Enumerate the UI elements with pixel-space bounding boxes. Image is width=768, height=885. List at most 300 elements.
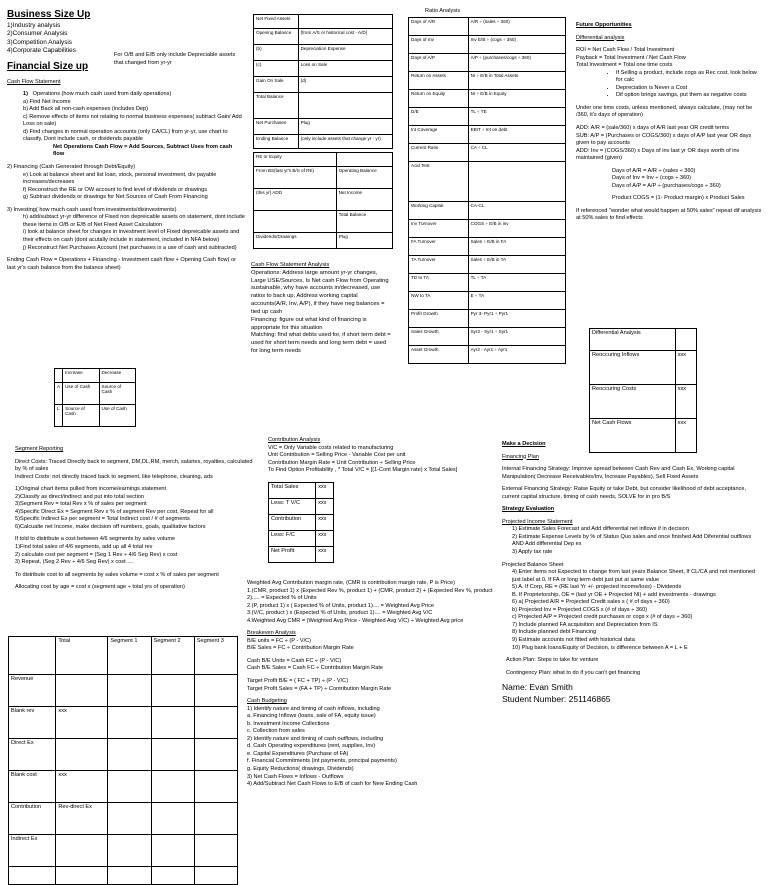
depreciable-assets-note: For O/B and E/B only include Depreciable assets that changed from yr-yr — [114, 52, 236, 66]
ratio-row — [409, 126, 566, 144]
weighted-step: Weighted Avg Contribution margin rate, (CMR is contribution margin rate, P is Price) — [247, 580, 455, 586]
contribution-cell: xxx — [316, 499, 334, 515]
segment-report-cell: Direct Ex — [9, 739, 56, 771]
ratio-cell: A/P ÷ (purchases/cogs ÷ 360) — [468, 54, 565, 72]
segment-reporting-section — [15, 446, 255, 592]
contribution-table — [268, 482, 334, 563]
cost-note: • Depreciation is Never a Cost — [616, 85, 762, 93]
days-formula: Days of A/P = A/P ÷ (purchases/cogs ÷ 360) — [612, 182, 721, 189]
differential-cell: Differential Analysis — [590, 329, 676, 351]
projected-income-steps — [502, 526, 762, 556]
ratio-row — [409, 202, 566, 220]
net-operations-formula: Net Operations Cash Flow = Add Sources, Subtract Uses from cash flow — [53, 143, 233, 158]
ratio-row — [409, 36, 566, 54]
net-fixed-assets-cell: Net Purchases — [254, 119, 299, 135]
ratio-row — [409, 108, 566, 126]
segment-report-table — [8, 636, 238, 885]
cost-note: • Dif option brings savings, put them as negative costs — [616, 92, 762, 100]
ratio-cell: Return on Equity — [409, 90, 469, 108]
cost-split-step: 3) Repeat, (Seg 2 Rev ÷ 4/6 Seg Rev) x cost .... — [15, 559, 134, 566]
business-size-up-section — [7, 8, 245, 272]
financing-analysis: Financing: figure out what kind of financing is appropriate for this situation — [251, 316, 367, 331]
action-plan: Action Plan: Steps to take for venture — [506, 657, 599, 664]
differential-cell: Net Cash Flows — [590, 419, 676, 453]
segment-report-cell — [151, 739, 194, 771]
contingency-plan: Contingency Plan: what to do if you can't get financing — [506, 669, 641, 676]
projected-income-step: 2) Estimate Expense Levels by % of Status Quo sales and once finished Add Diferential outflows AND Add differential Dep ex — [512, 533, 752, 548]
ratio-row — [409, 18, 566, 36]
cash-budgeting-step: b. Investment Income Collections — [247, 720, 330, 727]
working-capital-line: ADD: Inv = (COGS/360) x Days of inv last yr OR days worth of inv maintained (given) — [576, 147, 740, 162]
ratio-cell: NI ÷ E/B in Equity — [468, 90, 565, 108]
retained-earnings-cell: From BS(last yr's B/S of RE) — [254, 167, 337, 189]
size-up-list-item: 1)Industry analysis — [7, 21, 61, 29]
ratio-cell: Inv Turnover — [409, 220, 469, 238]
ratio-cell: Sales ÷ E/B in FA — [468, 238, 565, 256]
cash-budgeting-steps — [247, 706, 502, 789]
segment-report-cell — [194, 675, 237, 707]
contribution-cell: xxx — [316, 515, 334, 531]
net-fixed-assets-cell: Gain On Sale — [254, 77, 299, 93]
working-capital-line: ADD: A/R = (sale/360) x days of A/R last year OR credit terms — [576, 125, 730, 132]
strategy-evaluation-heading: Strategy Evaluation — [502, 506, 555, 513]
roi-formula: ROI = Net Cash Flow / Total Investment — [576, 47, 675, 54]
segment-report-cell: Segment 2 — [151, 637, 194, 675]
source-use-cell: Use of Cash — [99, 405, 135, 427]
segment-report-cell — [108, 707, 151, 739]
days-formula: Days of Inv = Inv ÷ (cogs ÷ 360) — [612, 175, 692, 182]
segment-report-cell — [151, 803, 194, 835]
operations-heading: 1) Operations (how much cash used from daily operations) — [23, 91, 172, 98]
projected-income-step: 1) Estimate Sales Forecast and Add differential net inflows if in decision — [512, 526, 689, 533]
contribution-row — [269, 483, 334, 499]
segment-report-cell: Segment 1 — [108, 637, 151, 675]
internal-financing-strategy: Internal Financing Strategy: Improve spread between Cash Rev and Cash Ex, Working capital Manipulation( Decrease Receivables/Inv, Increase Payables), Sell Fixed Assets — [502, 466, 735, 480]
breakeven-formula: Target Profit Sales = (FA + TP) ÷ Contribution Margin Rate — [247, 685, 392, 692]
ratio-cell: Sales Growth — [409, 328, 469, 346]
size-up-list-item: 4)Corporate Capabilities — [7, 47, 76, 55]
cash-budgeting-step: g. Equity Reductions( drawings, Dividends) — [247, 766, 354, 773]
segment-report-cell — [108, 835, 151, 867]
segment-report-row — [9, 771, 238, 803]
source-use-cell: Source of Cash — [63, 405, 99, 427]
ratio-row — [409, 90, 566, 108]
financing-steps — [7, 172, 245, 202]
segment-report-cell — [151, 707, 194, 739]
allocate-by-age-rule: Allocating cost by age = cost x (segment age ÷ total yrs of operation) — [15, 584, 185, 591]
differential-analysis-table — [589, 328, 697, 453]
cost-split-steps — [15, 536, 255, 566]
retained-earnings-cell — [254, 211, 337, 233]
weighted-average-steps — [247, 580, 502, 625]
working-capital-line: SUB: A/P = (Purchases or COGS/360) x days of A/P last year OR days given to pay accounts — [576, 132, 752, 147]
net-fixed-assets-cell: Depreciation Expense — [298, 45, 392, 61]
retained-earnings-row — [254, 211, 393, 233]
student-number: Student Number: 251146865 — [502, 693, 611, 704]
fifty-percent-note: If referenced "wonder what would happen at 50% sales" repeat dif analysis at 50% sales to find effects — [576, 207, 762, 222]
net-fixed-assets-cell: Ending Balance — [254, 135, 299, 149]
days-formula: Days of A/R = A/R ÷ (sales ÷ 360) — [612, 167, 696, 174]
source-use-cell: Use of Cash — [63, 383, 99, 405]
source-use-cell: Source of Cash — [99, 383, 135, 405]
contribution-cell: xxx — [316, 483, 334, 499]
external-financing-strategy: External Financing Strategy: Raise Equity or take Debt, but consider likelihood of debt acceptance, current capital structure, timing of cash needs, SOLVE for in pro B/S — [502, 486, 747, 500]
ratio-row — [409, 72, 566, 90]
differential-row — [590, 329, 697, 351]
retained-earnings-cell: Dividends/Drawings — [254, 233, 337, 249]
net-fixed-assets-row — [254, 45, 393, 61]
net-fixed-assets-cell: (d) — [298, 77, 392, 93]
segment-step: 1)Original chart items pulled from income/earnings statement — [15, 486, 167, 493]
ratio-cell: Syr2 - Syr1 ÷ Syr1 — [468, 328, 565, 346]
segment-report-row — [9, 675, 238, 707]
retained-earnings-cell: RE or Equity — [254, 153, 337, 167]
breakeven-formula: Cash B/E Units = Cash FC ÷ (P - V/C) — [247, 657, 342, 664]
contribution-formula: To Find Option Profitability , * Total V/C = [(1-Cont Margin rate) x Total Sales] — [268, 467, 458, 474]
contribution-row — [269, 499, 334, 515]
segment-report-cell — [56, 675, 108, 707]
product-cogs-formula: Product COGS = (1- Product margin) x Product Sales — [612, 195, 745, 202]
segment-report-cell — [56, 835, 108, 867]
differential-row — [590, 385, 697, 419]
investing-heading: 3) Investing( how much cash used from investments/disinvestments) — [7, 206, 177, 213]
segment-report-cell — [9, 867, 56, 885]
matching-analysis: Matching: find what debts used for, if short term debt = used for short term needs and long term debt = used for long term needs — [251, 332, 391, 354]
differential-row — [590, 351, 697, 385]
cash-budgeting-step: 4) Add/Subtract Net Cash Flows to E/B of cash for New Ending Cash — [247, 781, 418, 788]
source-use-row — [55, 405, 136, 427]
breakeven-and-budget-section — [247, 580, 502, 789]
days-formulas — [576, 168, 762, 191]
indirect-costs-definition: Indirect Costs: not directly traced back to segment, like telephone, cleaning, ads — [15, 473, 213, 480]
cost-notes — [576, 70, 762, 100]
ratio-cell: Return on Assets — [409, 72, 469, 90]
segment-report-cell: Indirect Ex — [9, 835, 56, 867]
segment-report-cell — [108, 771, 151, 803]
contribution-formula: V/C = Only Variable costs related to manufacturing — [268, 444, 394, 451]
breakeven-formula: B/E units = FC ÷ (P - V/C) — [247, 637, 312, 644]
segment-report-cell — [194, 867, 237, 885]
segment-report-cell — [151, 835, 194, 867]
contribution-cell: Contribution — [269, 515, 316, 531]
operations-step: b) Add Back all non-cash expenses (includes Dep) — [23, 106, 148, 113]
ratio-row — [409, 346, 566, 364]
ratio-cell: Days of Inv — [409, 36, 469, 54]
ratio-cell: Pyr 3- Pyr1 ÷ Pyr1 — [468, 310, 565, 328]
cash-budgeting-step: f. Financial Commitments (int payments, principal payments) — [247, 758, 397, 765]
operations-step: d) Find changes in normal operation accounts (only CA/CL) from yr-yr, use chart to classify, Dont include cash, or dividends payable — [23, 128, 228, 143]
segment-report-row — [9, 707, 238, 739]
distribute-cost-rule: To distribute cost to all segments by sales volume = cost x % of sales per segment — [15, 571, 219, 578]
segment-report-cell — [9, 637, 56, 675]
ratio-cell — [468, 162, 565, 202]
contribution-cell: Total Sales — [269, 483, 316, 499]
net-fixed-assets-row — [254, 15, 393, 29]
ratio-row — [409, 274, 566, 292]
cash-flow-analysis-title: Cash Flow Statement Analysis — [251, 262, 330, 268]
source-use-row — [55, 383, 136, 405]
working-capital-adjustments — [576, 125, 762, 163]
weighted-step: 1.(CMR, product 1) x (Expected Rev %, product 1) + (CMR, product 2) + (Expected Rev %, product 2)..... = Expected % of Units — [247, 587, 493, 602]
financing-step: g) Subtract dividends or drawings for Net Sources of Cash From Financing — [23, 194, 208, 201]
ratio-cell: Acid Test — [409, 162, 469, 202]
cash-flow-analysis-section — [251, 262, 391, 356]
ratio-cell: Working Capital — [409, 202, 469, 220]
weighted-step: 2.(P, product 1) x ( Expected % of Units, product 1).... = Weighted Avg Price — [247, 602, 435, 609]
differential-cell: Reoccuring Costs — [590, 385, 676, 419]
retained-earnings-cell: Plug — [336, 233, 392, 249]
net-fixed-assets-cell: (only include assets that change yr - yr) — [298, 135, 392, 149]
contribution-row — [269, 515, 334, 531]
segment-report-cell — [194, 803, 237, 835]
ratio-cell: Current Ratio — [409, 144, 469, 162]
financing-heading: 2) Financing (Cash Generated through Debt/Equity) — [7, 164, 136, 171]
projected-balance-step: c) Projected A/P = Projected credit purchases or cogs x (# of days ÷ 360) — [512, 614, 693, 621]
ratio-cell: NW to TA — [409, 292, 469, 310]
segment-step: 6)Calcualte net Income, make decision off numbers, goals, qualitative factors — [15, 523, 206, 530]
retained-earnings-row — [254, 153, 393, 167]
ratio-cell: Profit Growth — [409, 310, 469, 328]
make-a-decision-section — [502, 441, 762, 705]
segment-step: 4)Specific Direct Ex = Segment Rev x % of segment Rev per cost, Repeat for all — [15, 508, 214, 515]
segment-report-cell: Contribution — [9, 803, 56, 835]
net-fixed-assets-cell: Loss on Sale — [298, 61, 392, 77]
segment-report-cell — [194, 739, 237, 771]
page-title: Business Size Up — [7, 9, 91, 20]
retained-earnings-cell: (this yr) ADD — [254, 189, 337, 211]
ending-cash-flow-formula: Ending Cash Flow = Operations + Financing - Investment cash flow + Opening Cash flow( or last yr's cash balance from the balance sheet) — [7, 257, 236, 271]
segment-report-cell: Blank rev — [9, 707, 56, 739]
ratio-row — [409, 256, 566, 274]
source-use-cell: Increase — [63, 369, 99, 383]
segment-report-cell — [151, 675, 194, 707]
ratio-analysis-title: Ratio Analysis — [425, 8, 461, 14]
segment-report-row — [9, 637, 238, 675]
segment-step: 2)Classify as direct/indirect and put into total section — [15, 493, 145, 500]
one-time-cost-note: Under one time costs, unless mentioned, always calculate, (may not be /360, it's days of operation) — [576, 104, 753, 119]
ratio-row — [409, 292, 566, 310]
source-use-cell: Decrease — [99, 369, 135, 383]
segment-report-cell: xxx — [56, 771, 108, 803]
retained-earnings-cell: Net Income — [336, 189, 392, 211]
retained-earnings-cell: Operating Balance — [336, 167, 392, 189]
contribution-analysis-title: Contribution Analysis — [268, 437, 321, 443]
operations-steps — [7, 99, 245, 144]
cash-budgeting-step: 1) Identify nature and timing of cash inflows, including — [247, 705, 380, 712]
ratio-cell: Ayr2 - Ayr1 ÷ Ayr1 — [468, 346, 565, 364]
net-fixed-assets-row — [254, 61, 393, 77]
size-up-list-item: 2)Consumer Analysis — [7, 30, 68, 38]
investing-step: h) add/subtact yr-yr difference of Fixed non depreicable assets on statement, dont include these items in O/B or E/B of Net Fixed Asset Calculation — [23, 214, 245, 228]
net-fixed-assets-cell: Opening Balance — [254, 29, 299, 45]
projected-balance-step: B. If Proprietorship, OE = (last yr OE + Projected NI) + add investments - drawings — [512, 591, 716, 598]
contribution-formulas — [268, 445, 498, 475]
ratio-cell: Days of A/R — [409, 18, 469, 36]
contribution-cell: Less: T V/C — [269, 499, 316, 515]
size-up-list — [7, 22, 245, 57]
ratio-cell: TA Turnover — [409, 256, 469, 274]
segment-report-cell — [151, 771, 194, 803]
contribution-row — [269, 531, 334, 547]
segment-report-cell: xxx — [56, 707, 108, 739]
cost-split-step: 1)Find total sales of 4/6 segments, add up all 4 total rev — [15, 544, 153, 551]
projected-balance-step: 10) Plug bank loans/Equity of Decision, is difference between A = L + E — [512, 644, 688, 651]
projected-balance-sheet-heading: Projected Balance Sheet — [502, 561, 564, 568]
breakeven-title: Breakeven Analysis — [247, 630, 296, 637]
projected-balance-step: 6) a) Projected A/R = Projected Credit sales x ( # of days ÷ 360) — [512, 599, 670, 606]
retained-earnings-t-account — [253, 152, 393, 249]
investing-step: i) look at balance sheet for changes in investment level of Fixed depreicable assets and their effects on cash (dont acutally include in statement, included in NFA below) — [23, 229, 240, 243]
ratio-cell: A/R ÷ (sales ÷ 360) — [468, 18, 565, 36]
size-up-list-item: 3)Competition Analysis — [7, 38, 73, 46]
contribution-formula: Contribution Margin Rate = Unit Contribution ÷ Selling Price — [268, 459, 416, 466]
net-fixed-assets-cell: Net Fixed Assets — [254, 15, 299, 29]
segment-report-cell — [56, 739, 108, 771]
weighted-step: 3.(V/C, product ) x (Expected % of Units, product 1).... = Weighted Avg V/C — [247, 610, 433, 617]
cash-budgeting-title: Cash Budgeting — [247, 698, 287, 705]
cash-budgeting-step: a. Financing Inflows (loans, sale of FA, equity issue) — [247, 713, 376, 720]
cash-budgeting-step: e. Capital Expenditures (Purchase of FA) — [247, 750, 349, 757]
ratio-cell: FA Turnover — [409, 238, 469, 256]
ratio-cell: TL ÷ TA — [468, 274, 565, 292]
projected-balance-step: 8) Include planned debt Financing — [512, 629, 597, 636]
ratio-cell: TL ÷ TE — [468, 108, 565, 126]
net-fixed-assets-row — [254, 119, 393, 135]
segment-report-cell — [108, 867, 151, 885]
net-fixed-assets-row — [254, 29, 393, 45]
ratio-cell: EBIT ÷ Int on debt — [468, 126, 565, 144]
direct-costs-definition: Direct Costs: Traced Directly back to segment, DM,DL,RM, merch, salaries, royalties, calculated by % of sales — [15, 458, 253, 473]
investing-steps — [7, 214, 245, 252]
contribution-cell: Net Profit — [269, 547, 316, 563]
cash-flow-statement-heading: Cash Flow Statement — [7, 78, 61, 85]
net-fixed-assets-cell: (b) — [254, 45, 299, 61]
source-use-cell — [55, 369, 63, 383]
retained-earnings-cell — [336, 153, 392, 167]
projected-balance-step: b) Projected Inv = Projected COGS x (# of days ÷ 360) — [512, 606, 648, 613]
breakeven-formula: Cash B/E Sales = Cash FC ÷ Contribution Margin Rate — [247, 665, 383, 672]
cash-budgeting-step: d. Cash Operating expenditures (rent, supplies, Inv) — [247, 743, 376, 750]
cost-note: • If Selling a product, include cogs as Rec cost, look below for calc — [616, 70, 762, 85]
contribution-analysis-section — [268, 437, 498, 475]
cash-budgeting-step: 2) Identify nature and timing of cash outflows, including — [247, 735, 384, 742]
ratio-cell: COGS ÷ E/B in inv — [468, 220, 565, 238]
net-fixed-assets-cell — [298, 93, 392, 119]
source-use-cell: A — [55, 383, 63, 405]
contribution-row — [269, 547, 334, 563]
net-fixed-assets-row — [254, 77, 393, 93]
investing-step: j) Reconstruct Net Purchases Account (net purchases is a use of cash and subtracted) — [23, 244, 237, 251]
differential-cell: xxx — [675, 385, 696, 419]
operations-analysis: Operations: Address large amount yr-yr changes, Large USE/Sources, Is Net cash Flow from Operating sustainable, why have accounts in/decreased, use ratios to back up, Address working capital accounts(A/R, Inv, A/P), if they have neg balances = tied up cash — [251, 269, 389, 315]
segment-report-cell: Total — [56, 637, 108, 675]
cash-budgeting-step: 3) Net Cash Flows = Inflows - Outflows — [247, 773, 344, 780]
segment-reporting-title: Segment Reporting — [15, 446, 64, 452]
future-opportunities-title: Future Opportunities — [576, 22, 632, 28]
segment-report-cell — [56, 867, 108, 885]
source-use-table — [54, 368, 136, 427]
ratio-cell: E ÷ TA — [468, 292, 565, 310]
make-a-decision-title: Make a Decision — [502, 441, 546, 447]
projected-income-statement-heading: Projected Income Statement — [502, 518, 573, 525]
segment-report-cell — [108, 675, 151, 707]
contribution-cell: xxx — [316, 531, 334, 547]
financial-size-up-title: Financial Size up — [7, 61, 89, 73]
cost-split-step: If told to distribute a cost between 4/6 segments by sales volume — [15, 536, 176, 543]
net-fixed-assets-cell: Plug — [298, 119, 392, 135]
ratio-analysis-table — [408, 17, 566, 364]
retained-earnings-row — [254, 189, 393, 211]
segment-report-row — [9, 867, 238, 885]
ratio-row — [409, 54, 566, 72]
segment-step: 3)Segment Rev = total Rev x % of sales per segment — [15, 501, 147, 508]
ratio-cell: NI ÷ E/B in Total Assets — [468, 72, 565, 90]
segment-report-cell — [108, 739, 151, 771]
cost-split-step: 2) calculate cost per segment = (Seg 1 Rev ÷ 4/6 Seg Rev) x cost — [15, 551, 178, 558]
differential-cell: Reoccuring Inflows — [590, 351, 676, 385]
ratio-row — [409, 310, 566, 328]
ratio-cell: CA ÷ CL — [468, 144, 565, 162]
projected-income-step: 3) Apply tax rate — [512, 549, 553, 556]
ratio-cell: Asset Growth — [409, 346, 469, 364]
segment-report-row — [9, 835, 238, 867]
segment-report-cell — [108, 803, 151, 835]
segment-report-cell — [151, 867, 194, 885]
differential-cell: xxx — [675, 351, 696, 385]
contribution-cell: Less: F/C — [269, 531, 316, 547]
retained-earnings-row — [254, 233, 393, 249]
net-fixed-assets-row — [254, 135, 393, 149]
contribution-formula: Unit Contribution = Selling Price - Variable Cost per unit — [268, 452, 406, 459]
segment-step: 5)Specific Indirect Ex per segment = Total Indirect cost / # of segments — [15, 516, 190, 523]
source-use-cell: L — [55, 405, 63, 427]
segment-report-cell: Blank cost — [9, 771, 56, 803]
ratio-cell: Sales ÷ E/B in TA — [468, 256, 565, 274]
projected-balance-step: 4) Enter items not Expected to change from last years Balance Sheet, If CL/CA and not mentioned just label at 0, If FA or long term debt just put at same value — [512, 569, 756, 583]
net-fixed-assets-cell: Total Balance — [254, 93, 299, 119]
differential-cell: xxx — [675, 419, 696, 453]
ratio-row — [409, 238, 566, 256]
ratio-cell: CA-CL — [468, 202, 565, 220]
segment-report-cell — [194, 771, 237, 803]
ratio-row — [409, 220, 566, 238]
projected-balance-steps — [502, 569, 762, 652]
segment-report-cell: Rev-direct Ex — [56, 803, 108, 835]
net-fixed-assets-cell — [298, 15, 392, 29]
segment-report-cell — [194, 835, 237, 867]
segment-report-cell: Segment 3 — [194, 637, 237, 675]
ratio-cell: D/E — [409, 108, 469, 126]
student-name: Name: Evan Smith — [502, 682, 573, 693]
financing-step: e) Look at balance sheet and list loan, stock, personal investment, div payable increases/decreases — [23, 171, 217, 186]
projected-balance-step: 7) Include planned FA acquisition and Depreciation from IS — [512, 621, 658, 628]
projected-balance-step: 9) Estimate accounts not fitted with historical data — [512, 637, 635, 644]
roi-formula: Payback = Total Investment / Net Cash Flow — [576, 54, 686, 61]
segment-report-row — [9, 803, 238, 835]
segment-report-cell: Revenue — [9, 675, 56, 707]
breakeven-formula: Target Profit B/E = ( FC + TP) ÷ (P - V/C) — [247, 678, 349, 685]
cash-budgeting-step: c. Collection from sales — [247, 728, 305, 735]
differential-analysis-heading: Differential analysis — [576, 34, 625, 41]
breakeven-formulas — [247, 638, 502, 693]
financing-plan-heading: Financing Plan — [502, 453, 540, 460]
segment-report-cell — [194, 707, 237, 739]
retained-earnings-row — [254, 167, 393, 189]
roi-formula: Total Investment = Total one time costs — [576, 62, 673, 69]
net-fixed-assets-cell: (c) — [254, 61, 299, 77]
ratio-cell: Int Coverage — [409, 126, 469, 144]
roi-formulas — [576, 47, 762, 70]
